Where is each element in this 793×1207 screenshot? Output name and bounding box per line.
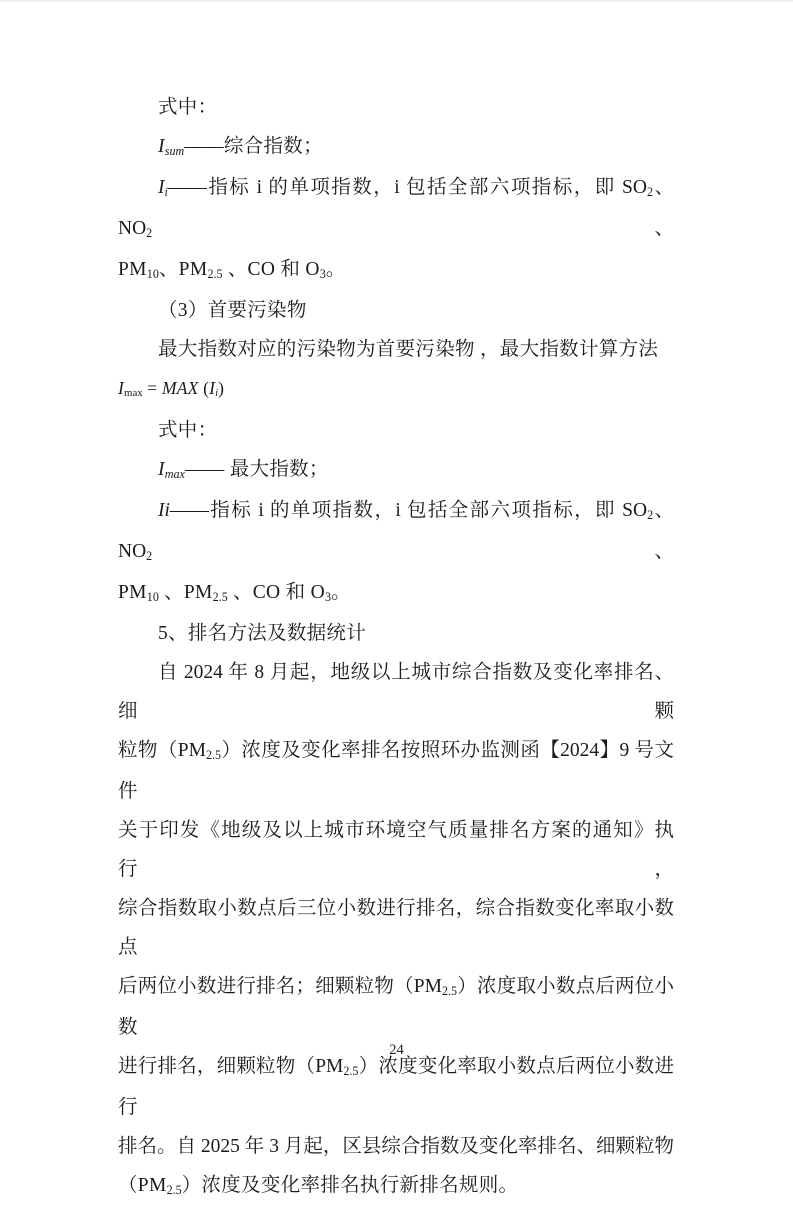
line-ranking-p8 <box>118 1166 674 1207</box>
text-segment: 2 <box>646 184 654 199</box>
text-segment: 2 <box>146 225 153 240</box>
text-segment: —— 最大指数； <box>184 459 329 480</box>
page-footer <box>0 1040 793 1060</box>
text-segment: 、 <box>152 541 674 562</box>
text-segment: 3 <box>324 589 331 604</box>
text-segment: 、NO <box>118 177 674 239</box>
text-segment: 综合指数取小数点后三位小数进行排名，综合指数变化率取小数点 <box>118 898 674 958</box>
text-segment: 2 <box>146 548 153 563</box>
text-segment: ( <box>198 378 210 398</box>
text-segment: I <box>158 459 165 480</box>
text-segment: 、CO 和 O <box>222 259 320 280</box>
text-segment: MAX <box>161 378 199 398</box>
text-segment: I <box>158 500 165 521</box>
text-segment: I <box>209 378 216 398</box>
text-segment: i <box>164 184 168 199</box>
line-ii-definition-1a <box>118 168 674 250</box>
text-segment: I <box>118 378 125 398</box>
line-where-2 <box>118 411 674 450</box>
page-number: 24 <box>389 1042 404 1058</box>
text-segment: sum <box>164 143 185 158</box>
text-segment: max <box>124 387 143 400</box>
text-segment: ）浓度变化率取小数点后两位小数进行 <box>118 1056 674 1118</box>
text-segment: 、NO <box>118 500 674 562</box>
line-ranking-p7 <box>118 1127 674 1166</box>
text-segment: ——综合指数； <box>184 136 323 157</box>
line-heading-primary-pollutant <box>118 291 674 330</box>
line-ranking-p5 <box>118 967 674 1047</box>
text-segment: （3）首要污染物 <box>158 300 307 321</box>
text-segment: 、PM <box>158 582 213 603</box>
text-segment: = <box>142 378 162 398</box>
text-segment: I <box>158 136 165 157</box>
line-ranking-p4 <box>118 889 674 967</box>
text-segment: ）浓度取小数点后两位小数 <box>118 976 674 1038</box>
text-segment: 10 <box>146 266 159 281</box>
text-segment: ) <box>218 378 225 398</box>
text-segment: ——指标 i 的单项指数，i 包括全部六项指标，即 SO <box>169 500 648 521</box>
text-segment: 5、排名方法及数据统计 <box>158 623 367 644</box>
text-segment: （PM <box>118 1175 167 1196</box>
text-segment: 自 2024 年 8 月起，地级以上城市综合指数及变化率排名、细颗 <box>118 662 674 722</box>
line-ranking-p3 <box>118 811 674 889</box>
line-where-1 <box>118 88 674 127</box>
text-segment: 、 <box>152 218 674 239</box>
text-segment: 最大指数对应的污染物为首要污染物 ，最大指数计算方法 <box>158 339 659 360</box>
text-segment: 3 <box>319 266 326 281</box>
text-segment: 关于印发《地级及以上城市环境空气质量排名方案的通知》执行， <box>118 820 674 880</box>
text-segment: PM <box>118 582 147 603</box>
text-segment: 。 <box>325 259 346 280</box>
text-segment: 粒物（PM <box>118 740 206 761</box>
text-segment: 、PM <box>158 259 208 280</box>
line-isum-definition <box>118 127 674 168</box>
text-segment: 排名。自 2025 年 3 月起，区县综合指数及变化率排名、细颗粒物 <box>118 1136 674 1157</box>
text-segment: 进行排名，细颗粒物（PM <box>118 1056 344 1077</box>
text-segment: 2 <box>647 507 654 522</box>
text-segment: 、CO 和 O <box>227 582 325 603</box>
line-ranking-p1 <box>118 653 674 731</box>
text-segment: i <box>215 387 219 400</box>
line-imax-definition <box>118 450 674 491</box>
line-ranking-p2 <box>118 731 674 811</box>
line-ii-definition-2a <box>118 491 674 573</box>
text-segment: 2.5 <box>212 589 228 604</box>
text-segment: 后两位小数进行排名；细颗粒物（PM <box>118 976 442 997</box>
text-segment: PM <box>118 259 147 280</box>
text-segment: 2.5 <box>166 1182 182 1197</box>
text-segment: i <box>164 500 170 521</box>
text-segment: 10 <box>146 589 159 604</box>
text-segment: 式中： <box>158 97 218 118</box>
text-segment: 。 <box>331 582 351 603</box>
text-segment: ——指标 i 的单项指数，i 包括全部六项指标，即 SO <box>167 177 647 198</box>
text-segment: 2.5 <box>205 747 222 762</box>
line-ii-definition-1b <box>118 250 674 291</box>
text-segment: 2.5 <box>343 1063 359 1078</box>
text-segment: ）浓度及变化率排名按照环办监测函【2024】9 号文件 <box>118 740 674 802</box>
line-ii-definition-2b <box>118 573 674 614</box>
text-segment: ）浓度及变化率排名执行新排名规则。 <box>181 1175 519 1196</box>
text-segment: max <box>164 466 185 481</box>
line-primary-pollutant-intro <box>118 330 674 369</box>
line-imax-formula <box>118 369 674 411</box>
text-segment: 2.5 <box>207 266 223 281</box>
text-segment: I <box>158 177 165 198</box>
text-segment: 式中： <box>158 420 218 441</box>
text-segment: 2.5 <box>441 983 458 998</box>
line-heading-ranking-method <box>118 614 674 653</box>
